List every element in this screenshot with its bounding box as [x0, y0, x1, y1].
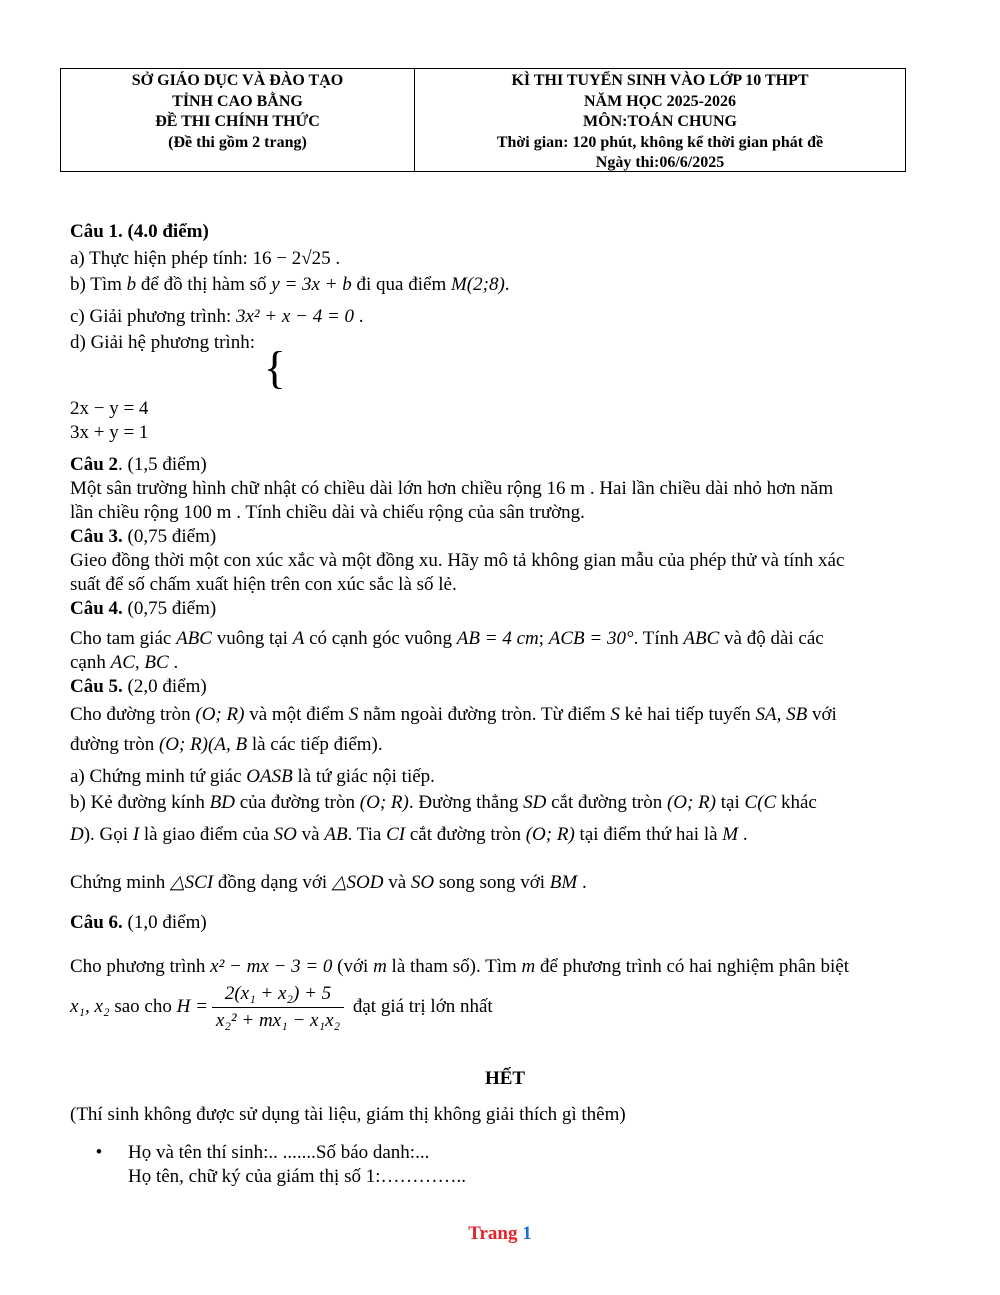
q3-title: Câu 3. — [70, 526, 123, 547]
q3-line1: Gieo đồng thời một con xúc xắc và một đồng xu. Hãy mô tả không gian mẫu của phép thử và tính xác — [70, 550, 845, 571]
q5-b-line2 — [70, 823, 940, 871]
end-title: HẾT — [484, 1068, 526, 1089]
q5-b1c: . Đường thẳng — [408, 792, 524, 813]
q5-b3a: Chứng minh — [70, 872, 171, 893]
q4-t7: cạnh — [70, 652, 111, 673]
q5-title: Câu 5. — [70, 676, 123, 697]
q5-points: (2,0 điểm) — [122, 676, 207, 697]
q5-b1m2: (O; R) — [359, 792, 409, 813]
q1-b-text2: để đồ thị hàm số — [136, 274, 272, 295]
q5-b3m3: SO — [410, 872, 435, 893]
q4-t5: . Tính — [633, 628, 684, 649]
q5-b1e: tại — [716, 792, 745, 813]
end-note: (Thí sinh không được sử dụng tài liệu, giám thị không giải thích gì thêm) — [70, 1104, 626, 1125]
q5-b2m7: M — [722, 824, 739, 845]
header-left-cell — [61, 69, 415, 171]
q1-b-math: y = 3x + b — [271, 274, 352, 295]
q1-a-text: a) Thực hiện phép tính: — [70, 248, 253, 269]
q5-line1 — [70, 703, 940, 733]
q4-title: Câu 4. — [70, 598, 123, 619]
q4-line2 — [70, 651, 940, 675]
q2-line1: Một sân trường hình chữ nhật có chiều dài lớn hơn chiều rộng 16 m . Hai lần chiều dài nhỏ hơn năm — [70, 478, 834, 499]
q4-t6: và độ dài các — [719, 628, 824, 649]
q1-d-eq2: 3x + y = 1 — [70, 422, 149, 443]
page-count-note: (Đề thi gồm 2 trang) — [168, 133, 307, 151]
q4-t4: ; — [538, 628, 549, 649]
q5-b3m1: △SCI — [170, 872, 214, 893]
q4-heading — [70, 597, 940, 621]
q5-l1d: kẻ hai tiếp tuyến — [619, 704, 756, 725]
q3-heading — [70, 525, 940, 549]
q5-b2f: tại điểm thứ hai là — [574, 824, 723, 845]
province-name: TỈNH CAO BẰNG — [172, 92, 303, 110]
q5-b3d: song song với — [434, 872, 550, 893]
q6-l2a: sao cho — [109, 995, 177, 1017]
q3-line2: suất để số chấm xuất hiện trên con xúc sắc là số lẻ. — [70, 574, 457, 595]
exam-name: KÌ THI TUYỂN SINH VÀO LỚP 10 THPT — [511, 72, 809, 89]
q1-c-text: c) Giải phương trình: — [70, 306, 236, 327]
q6-l1b: (với — [332, 956, 374, 977]
q5-b1f: khác — [776, 792, 817, 813]
q5-b2b: là giao điểm của — [139, 824, 274, 845]
q4-t3: có cạnh góc vuông — [304, 628, 457, 649]
q3-points: (0,75 điểm) — [122, 526, 217, 547]
q5-b2m5: CI — [386, 824, 406, 845]
header-right-cell — [415, 69, 905, 171]
page-label: Trang — [468, 1223, 518, 1244]
q1-b-point: M(2;8) — [450, 274, 505, 295]
q6-line2 — [70, 981, 940, 1041]
q5-b1m1: BD — [209, 792, 235, 813]
q5-l1m2: S — [348, 704, 359, 725]
q1-a: a) Thực hiện phép tính: 16 − 2√25 . — [70, 248, 341, 269]
q5-b2m1: D — [70, 824, 84, 845]
exam-header-table — [60, 68, 906, 172]
q6-l1d: để phương trình có hai nghiệm phân biệt — [535, 956, 850, 977]
q6-l1m1: x² − mx − 3 = 0 — [210, 956, 333, 977]
h-numerator: 2(x₁ + x₂) + 5 — [212, 981, 344, 1008]
q5-b2a: ). Gọi — [83, 824, 133, 845]
q1-d — [70, 331, 940, 391]
q5-a — [70, 765, 940, 791]
q4-m4: ACB = 30° — [548, 628, 634, 649]
q1-c-math: 3x² + x − 4 = 0 — [235, 306, 355, 327]
candidate-fields — [128, 1141, 466, 1189]
q5-l1e: với — [807, 704, 837, 725]
q4-t8: . — [168, 652, 179, 673]
q2-heading — [70, 453, 940, 477]
q5-b1m4: (O; R) — [666, 792, 717, 813]
q4-m5: ABC — [683, 628, 720, 649]
q5-b3e: . — [577, 872, 587, 893]
candidate-info — [70, 1141, 940, 1189]
q4-t2: vuông tại — [211, 628, 293, 649]
q5-l2b: là các tiếp điểm). — [247, 734, 383, 755]
q6-l1m2: m — [373, 956, 387, 977]
q6-l1a: Cho phương trình — [70, 956, 211, 977]
q1-b-text: b) Tìm — [70, 274, 127, 295]
q5-l1b: và một điểm — [244, 704, 349, 725]
q6-line1 — [70, 955, 940, 981]
q5-b1a: b) Kẻ đường kính — [70, 792, 210, 813]
q5-b2g: . — [738, 824, 748, 845]
q5-a-m: OASB — [246, 766, 293, 787]
q5-b-line1 — [70, 791, 940, 823]
proctor-line: Họ tên, chữ ký của giám thị số 1:………….. — [128, 1166, 467, 1187]
q4-m1: ABC — [176, 628, 212, 649]
q1-d-eq1: 2x − y = 4 — [70, 398, 149, 419]
q4-line1 — [70, 627, 940, 651]
q5-heading — [70, 675, 940, 699]
q1-a-math: 16 − 2√25 — [252, 248, 331, 269]
q1-b-text3: đi qua điểm — [351, 274, 451, 295]
q6-points: (1,0 điểm) — [122, 912, 207, 933]
q6-l2m1: x₁, x₂ — [70, 995, 110, 1017]
q5-b1m5: C(C — [744, 792, 777, 813]
q5-b2m6: (O; R) — [525, 824, 575, 845]
q5-b1d: cắt đường tròn — [546, 792, 667, 813]
official-label: ĐỀ THI CHÍNH THỨC — [155, 113, 320, 130]
q5-b3m4: BM — [549, 872, 578, 893]
q5-b3m2: △SOD — [331, 872, 384, 893]
page-footer — [0, 1222, 1000, 1246]
q6-heading — [70, 911, 940, 955]
q1-c: c) Giải phương trình: 3x² + x − 4 = 0 . — [70, 306, 364, 327]
school-year: NĂM HỌC 2025-2026 — [584, 92, 736, 110]
q6-l1m3: m — [521, 956, 536, 977]
q5-b1m3: SD — [523, 792, 547, 813]
q5-b2e: cắt đường tròn — [405, 824, 526, 845]
q5-line2 — [70, 733, 940, 765]
q5-b2c: và — [296, 824, 325, 845]
q5-a-text2: là tứ giác nội tiếp. — [292, 766, 435, 787]
q5-l2m1: (O; R)(A, B — [158, 734, 248, 755]
q5-l1m3: S — [610, 704, 620, 725]
q5-b2m2: I — [132, 824, 140, 845]
bullet-icon: • — [95, 1142, 103, 1163]
q4-m3: AB = 4 cm — [456, 628, 539, 649]
exam-content — [70, 220, 940, 1189]
q5-b1b: của đường tròn — [234, 792, 360, 813]
q5-a-text: a) Chứng minh tứ giác — [70, 766, 247, 787]
q5-b2m3: SO — [273, 824, 297, 845]
q2-line2: lần chiều rộng 100 m . Tính chiều dài và chiếu rộng của sân trường. — [70, 502, 585, 523]
q5-b2d: . Tia — [347, 824, 387, 845]
q6-title: Câu 6. — [70, 912, 123, 933]
q5-b2m4: AB — [324, 824, 348, 845]
q4-points: (0,75 điểm) — [122, 598, 217, 619]
q2-points: . (1,5 điểm) — [118, 454, 207, 475]
q5-l1m1: (O; R) — [195, 704, 245, 725]
q6-l1c: là tham số). Tìm — [386, 956, 522, 977]
dept-name: SỞ GIÁO DỤC VÀ ĐÀO TẠO — [131, 72, 344, 89]
q1-d-text: d) Giải hệ phương trình: — [70, 332, 260, 353]
subject: MÔN:TOÁN CHUNG — [583, 113, 737, 130]
q5-b3c: và — [383, 872, 411, 893]
q1-b-var: b — [126, 274, 137, 295]
h-fraction — [212, 981, 344, 1034]
system-brace: { — [263, 341, 286, 393]
q4-m6: AC, BC — [110, 652, 169, 673]
q5-l1c: nằm ngoài đường tròn. Từ điểm — [358, 704, 611, 725]
h-denominator: x₂² + mx₁ − x₁x₂ — [215, 1010, 341, 1031]
q5-b3b: đồng dạng với — [213, 872, 332, 893]
q4-t1: Cho tam giác — [70, 628, 177, 649]
page-number: 1 — [522, 1223, 532, 1244]
exam-date: Ngày thi:06/6/2025 — [595, 154, 725, 171]
q6-l2m2: H = — [176, 995, 208, 1017]
q5-l1m4: SA, SB — [755, 704, 808, 725]
duration: Thời gian: 120 phút, không kể thời gian phát đề — [496, 133, 824, 151]
candidate-name-line: Họ và tên thí sinh:.. .......Số báo danh:... — [128, 1142, 430, 1163]
q4-m2: A — [292, 628, 305, 649]
q6-l2b: đạt giá trị lớn nhất — [348, 995, 493, 1017]
q5-b-line3 — [70, 871, 940, 911]
q2-title: Câu 2 — [70, 454, 119, 475]
q1-title: Câu 1. (4.0 điểm) — [70, 221, 209, 242]
q1-b: b) Tìm b để đồ thị hàm số y = 3x + b đi qua điểm M(2;8). — [70, 274, 510, 295]
q5-l1a: Cho đường tròn — [70, 704, 196, 725]
q5-l2a: đường tròn — [70, 734, 159, 755]
